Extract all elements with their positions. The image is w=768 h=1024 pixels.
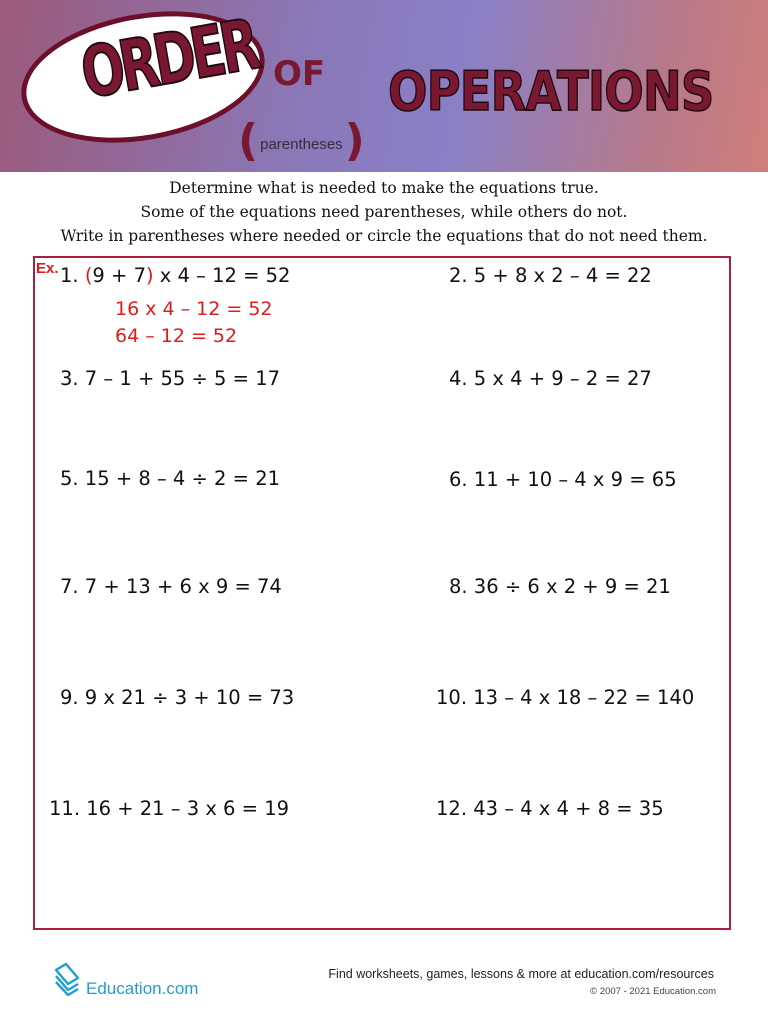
- equation-11[interactable]: 11. 16 + 21 – 3 x 6 = 19: [49, 797, 290, 820]
- education-logo-icon: [52, 962, 82, 1001]
- equation-7[interactable]: 7. 7 + 13 + 6 x 9 = 74: [60, 575, 282, 598]
- title-of: OF: [273, 54, 326, 94]
- close-paren: ): [344, 115, 365, 166]
- example-close-paren: ): [145, 264, 154, 287]
- equation-3[interactable]: 3. 7 – 1 + 55 ÷ 5 = 17: [60, 367, 281, 390]
- parentheses-subtitle: [238, 116, 365, 166]
- education-logo[interactable]: [52, 962, 198, 1001]
- equation-5[interactable]: 5. 15 + 8 – 4 ÷ 2 = 21: [60, 467, 281, 490]
- equation-6[interactable]: 6. 11 + 10 – 4 x 9 = 65: [449, 468, 677, 491]
- title-operations: OPERATIONS: [388, 60, 714, 123]
- example-open-paren: (: [84, 264, 93, 287]
- equation-2[interactable]: 2. 5 + 8 x 2 – 4 = 22: [449, 264, 652, 287]
- footer-tagline[interactable]: Find worksheets, games, lessons & more at education.com/resources: [328, 967, 714, 981]
- instructions: [0, 176, 768, 248]
- equation-9[interactable]: 9. 9 x 21 ÷ 3 + 10 = 73: [60, 686, 295, 709]
- instruction-line: Write in parentheses where needed or circle the equations that do not need them.: [60, 227, 708, 245]
- example-inner: 9 + 7: [92, 264, 146, 287]
- header-banner: [0, 0, 768, 172]
- parentheses-word: parentheses: [260, 135, 343, 153]
- instruction-line: Some of the equations need parentheses, while others do not.: [140, 203, 628, 221]
- example-work-line: 64 – 12 = 52: [115, 325, 238, 347]
- equation-8[interactable]: 8. 36 ÷ 6 x 2 + 9 = 21: [449, 575, 671, 598]
- open-paren: (: [238, 115, 259, 166]
- example-rest: x 4 – 12 = 52: [153, 264, 291, 287]
- example-number: 1.: [60, 264, 79, 287]
- instruction-line: Determine what is needed to make the equations true.: [169, 179, 599, 197]
- equation-1-example: [60, 264, 290, 287]
- title-order: ORDER: [75, 3, 262, 115]
- equation-12[interactable]: 12. 43 – 4 x 4 + 8 = 35: [436, 797, 664, 820]
- education-logo-text: Education.com: [86, 978, 199, 998]
- equation-4[interactable]: 4. 5 x 4 + 9 – 2 = 27: [449, 367, 652, 390]
- example-label: Ex.: [36, 260, 59, 277]
- equation-10[interactable]: 10. 13 – 4 x 18 – 22 = 140: [436, 686, 695, 709]
- example-work-line: 16 x 4 – 12 = 52: [115, 298, 273, 320]
- footer-copyright: © 2007 - 2021 Education.com: [590, 986, 716, 997]
